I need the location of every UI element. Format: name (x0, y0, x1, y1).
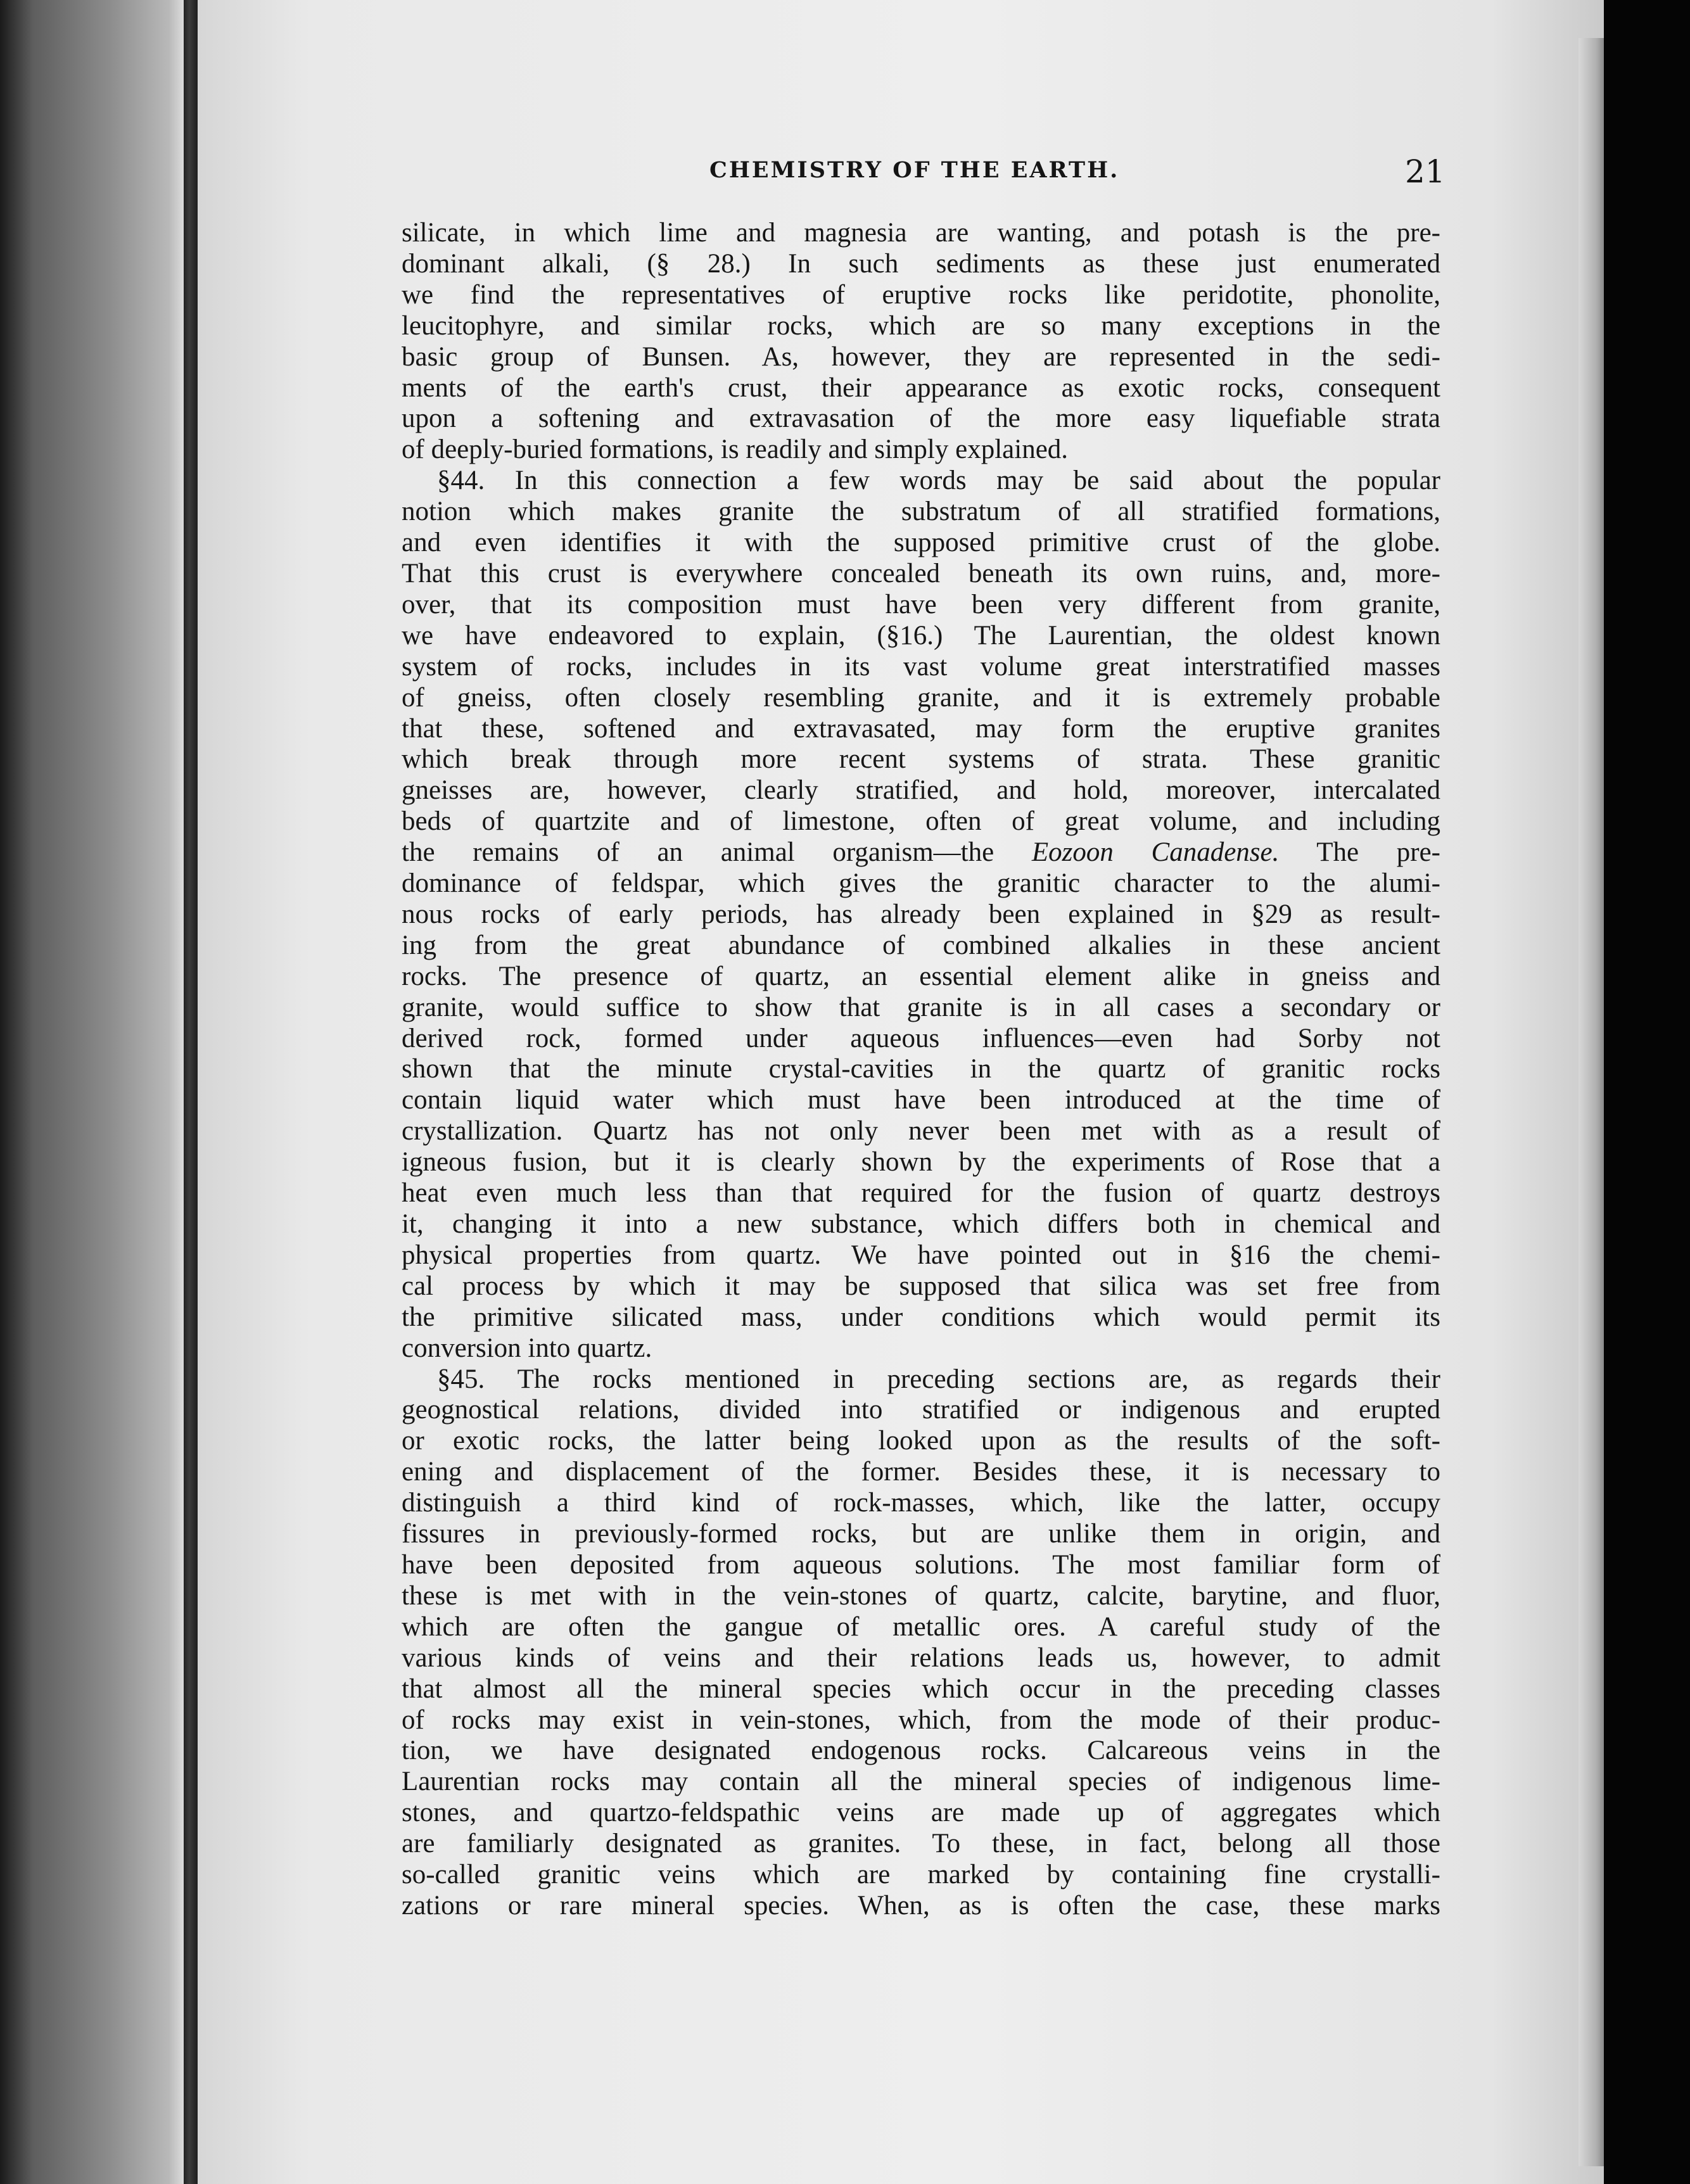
text-line: Laurentian rocks may contain all the mineral species of indigenous lime- (402, 1767, 1440, 1797)
text-line: which break through more recent systems of strata. These granitic (402, 744, 1440, 775)
text-line: ening and displacement of the former. Besides these, it is necessary to (402, 1457, 1440, 1487)
text-line: shown that the minute crystal-cavities in the quartz of granitic rocks (402, 1054, 1440, 1084)
scan-background (1604, 0, 1690, 2184)
text-line: system of rocks, includes in its vast volume great interstratified masses (402, 651, 1440, 682)
text-run: The pre- (1279, 837, 1440, 868)
text-line: so-called granitic veins which are marked by containing fine crystalli- (402, 1860, 1440, 1890)
text-line: That this crust is everywhere concealed beneath its own ruins, and, more- (402, 558, 1440, 588)
text-line: that almost all the mineral species which occur in the preceding classes (402, 1673, 1440, 1704)
text-line: various kinds of veins and their relations leads us, however, to admit (402, 1642, 1440, 1673)
text-line: conversion into quartz. (402, 1333, 652, 1363)
text-line: basic group of Bunsen. As, however, they are represented in the sedi- (402, 341, 1440, 372)
text-line: nous rocks of early periods, has already been explained in §29 as result- (402, 899, 1440, 929)
text-line: that these, softened and extravasated, may form the eruptive granites (402, 713, 1440, 744)
text-line: upon a softening and extravasation of the more easy liquefiable strata (402, 403, 1440, 434)
text-line: tion, we have designated endogenous rocks. Calcareous veins in the (402, 1736, 1440, 1766)
text-line: distinguish a third kind of rock-masses, which, like the latter, occupy (402, 1488, 1440, 1518)
text-line: or exotic rocks, the latter being looked upon as the results of the soft- (402, 1426, 1440, 1456)
text-line: derived rock, formed under aqueous influences—even had Sorby not (402, 1023, 1440, 1053)
text-line: rocks. The presence of quartz, an essential element alike in gneiss and (402, 961, 1440, 991)
facing-page-edge (0, 0, 184, 2184)
text-line: igneous fusion, but it is clearly shown by the experiments of Rose that a (402, 1147, 1440, 1178)
text-line: notion which makes granite the substratum of all stratified formations, (402, 497, 1440, 527)
text-line: which are often the gangue of metallic ores. A careful study of the (402, 1611, 1440, 1642)
text-line: gneisses are, however, clearly stratified, and hold, moreover, intercalated (402, 775, 1440, 806)
text-line: leucitophyre, and similar rocks, which are so many exceptions in the (402, 310, 1440, 341)
page-edge-shadow (1579, 38, 1604, 2166)
text-line: ments of the earth's crust, their appearance as exotic rocks, consequent (402, 372, 1440, 403)
text-line: over, that its composition must have been very different from granite, (402, 589, 1440, 619)
text-line: contain liquid water which must have been introduced at the time of (402, 1085, 1440, 1115)
text-line: physical properties from quartz. We have pointed out in §16 the chemi- (402, 1240, 1440, 1270)
text-line: these is met with in the vein-stones of quartz, calcite, barytine, and fluor, (402, 1580, 1440, 1611)
section-45-start: §45. The rocks mentioned in preceding sections are, as regards their (437, 1364, 1440, 1394)
text-line: the primitive silicated mass, under conditions which would permit its (402, 1302, 1440, 1332)
text-line: and even identifies it with the supposed primitive crust of the globe. (402, 528, 1440, 558)
text-line: stones, and quartzo-feldspathic veins are made up of aggregates which (402, 1798, 1440, 1828)
section-44-start: §44. In this connection a few words may be said about the popular (437, 466, 1440, 496)
text-line: cal process by which it may be supposed that silica was set free from (402, 1271, 1440, 1301)
text-line: ing from the great abundance of combined alkalies in these ancient (402, 930, 1440, 960)
italic-species-name: Eozoon Canadense. (1031, 837, 1280, 868)
text-line: we find the representatives of eruptive rocks like peridotite, phonolite, (402, 279, 1440, 310)
text-line: are familiarly designated as granites. To these, in fact, belong all those (402, 1829, 1440, 1859)
text-line: dominance of feldspar, which gives the granitic character to the alumi- (402, 868, 1440, 899)
text-line: dominant alkali, (§ 28.) In such sediments as these just enumerated (402, 248, 1440, 279)
text-line: crystallization. Quartz has not only never been met with as a result of (402, 1116, 1440, 1146)
text-line: have been deposited from aqueous solutions. The most familiar form of (402, 1549, 1440, 1580)
page-number: 21 (1405, 153, 1445, 190)
text-line: zations or rare mineral species. When, as is often the case, these marks (402, 1890, 1440, 1921)
text-line: granite, would suffice to show that granite is in all cases a secondary or (402, 992, 1440, 1022)
text-line: geognostical relations, divided into stratified or indigenous and erupted (402, 1395, 1440, 1425)
text-line: it, changing it into a new substance, which differs both in chemical and (402, 1209, 1440, 1239)
text-line: heat even much less than that required for the fusion of quartz destroys (402, 1178, 1440, 1209)
text-line: of deeply-buried formations, is readily and simply explained. (402, 435, 1069, 465)
text-line: we have endeavored to explain, (§16.) The Laurentian, the oldest known (402, 620, 1440, 651)
text-run: the remains of an animal organism—the (402, 837, 1032, 868)
text-line: of gneiss, often closely resembling granite, and it is extremely probable (402, 682, 1440, 713)
text-line (402, 837, 1440, 868)
text-line: fissures in previously-formed rocks, but are unlike them in origin, and (402, 1519, 1440, 1549)
text-line: silicate, in which lime and magnesia are wanting, and potash is the pre- (402, 218, 1440, 248)
text-line: of rocks may exist in vein-stones, which, from the mode of their produc- (402, 1705, 1440, 1735)
running-title: CHEMISTRY OF THE EARTH. (709, 157, 1120, 183)
body-text (402, 218, 1440, 1922)
text-line: beds of quartzite and of limestone, often of great volume, and including (402, 806, 1440, 837)
book-gutter (184, 0, 198, 2184)
